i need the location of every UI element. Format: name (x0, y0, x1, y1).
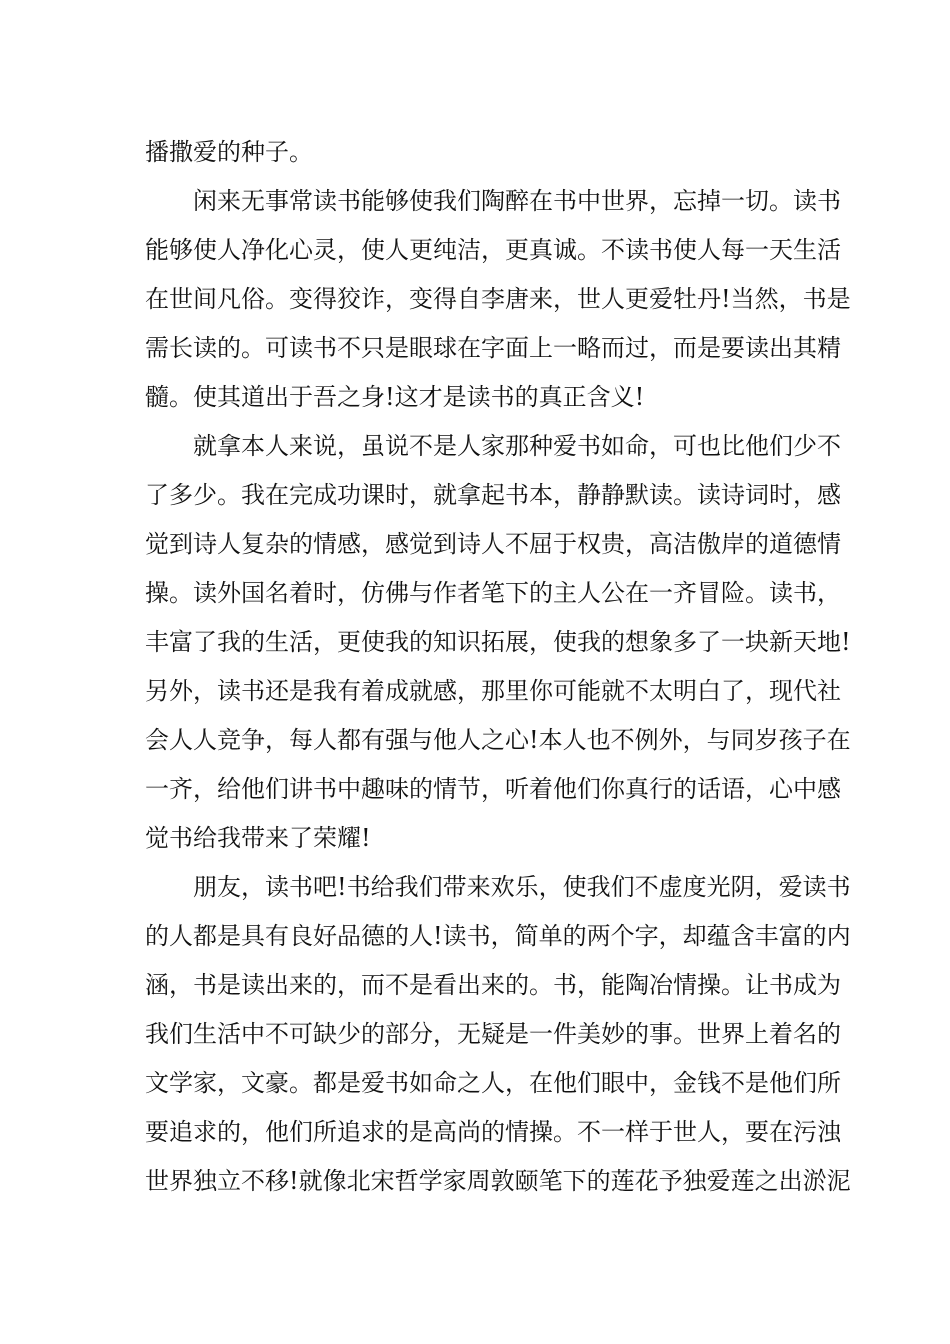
text-line: 在世间凡俗。变得狡诈，变得自李唐来，世人更爱牡丹!当然，书是 (145, 285, 851, 313)
text-line: 会人人竞争，每人都有强与他人之心!本人也不例外，与同岁孩子在 (145, 726, 851, 754)
text-line: 一齐，给他们讲书中趣味的情节，听着他们你真行的话语，心中感 (145, 775, 841, 803)
text-line: 播撒爱的种子。 (145, 138, 313, 166)
text-line: 髓。使其道出于吾之身!这才是读书的真正含义! (145, 383, 645, 411)
text-line: 觉到诗人复杂的情感，感觉到诗人不屈于权贵，高洁傲岸的道德情 (145, 530, 841, 558)
text-line: 了多少。我在完成功课时，就拿起书本，静静默读。读诗词时，感 (145, 481, 841, 509)
text-line: 觉书给我带来了荣耀! (145, 824, 371, 852)
text-line: 的人都是具有良好品德的人!读书，简单的两个字，却蕴含丰富的内 (145, 922, 851, 950)
text-line: 我们生活中不可缺少的部分，无疑是一件美妙的事。世界上着名的 (145, 1020, 841, 1048)
paragraph-first-line: 闲来无事常读书能够使我们陶醉在书中世界，忘掉一切。读书 (193, 187, 841, 215)
text-line: 涵，书是读出来的，而不是看出来的。书，能陶冶情操。让书成为 (145, 971, 841, 999)
text-line: 操。读外国名着时，仿佛与作者笔下的主人公在一齐冒险。读书， (145, 579, 841, 607)
paragraph-first-line: 朋友，读书吧!书给我们带来欢乐，使我们不虚度光阴，爱读书 (193, 873, 851, 901)
text-line: 需长读的。可读书不只是眼球在字面上一略而过，而是要读出其精 (145, 334, 841, 362)
text-line: 另外，读书还是我有着成就感，那里你可能就不太明白了，现代社 (145, 677, 841, 705)
paragraph-first-line: 就拿本人来说，虽说不是人家那种爱书如命，可也比他们少不 (193, 432, 841, 460)
text-line: 丰富了我的生活，更使我的知识拓展，使我的想象多了一块新天地! (145, 628, 851, 656)
text-line: 要追求的，他们所追求的是高尚的情操。不一样于世人，要在污浊 (145, 1118, 841, 1146)
text-line: 世界独立不移!就像北宋哲学家周敦颐笔下的莲花予独爱莲之出淤泥 (145, 1167, 851, 1195)
text-line: 文学家，文豪。都是爱书如命之人，在他们眼中，金钱不是他们所 (145, 1069, 841, 1097)
text-line: 能够使人净化心灵，使人更纯洁，更真诚。不读书使人每一天生活 (145, 236, 841, 264)
